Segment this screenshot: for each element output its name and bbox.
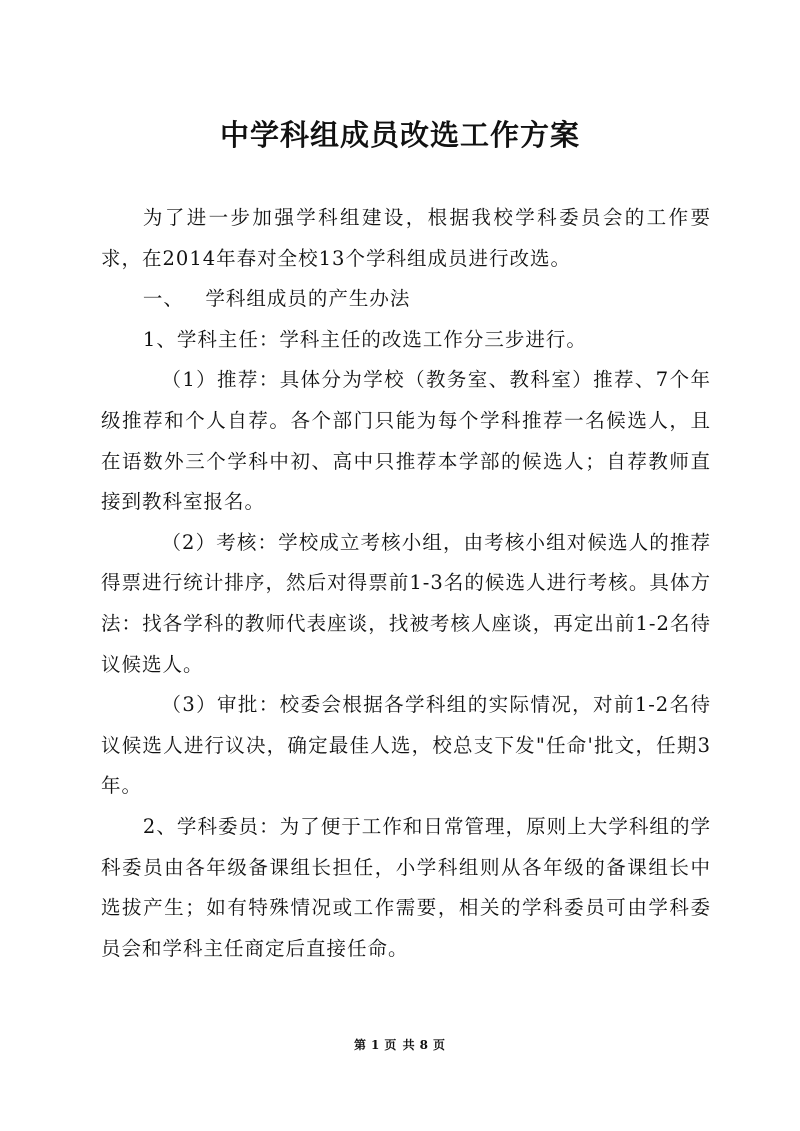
page-footer <box>0 1036 800 1053</box>
item-1-2-paragraph: （2）考核：学校成立考核小组，由考核小组对候选人的推荐得票进行统计排序，然后对得票前1-3名的候选人进行考核。具体方法：找各学科的教师代表座谈，找被考核人座谈，再定出前1-2名待议候选人。 <box>101 530 711 676</box>
item-2-paragraph: 2、学科委员：为了便于工作和日常管理，原则上大学科组的学科委员由各年级备课组长担任，小学科组则从各年级的备课组长中选拔产生；如有特殊情况或工作需要，相关的学科委员可由学科委员会和学科主任商定后直接任命。 <box>101 814 711 960</box>
section-title: 学科组成员的产生办法 <box>205 287 411 311</box>
footer-prefix: 第 <box>354 1038 368 1052</box>
item-1-3-paragraph: （3）审批：校委会根据各学科组的实际情况，对前1-2名待议候选人进行议决，确定最佳人选，校总支下发"任命'批文，任期3年。 <box>101 693 711 798</box>
section-number: 一、 <box>142 287 184 311</box>
item-1-1-paragraph: （1）推荐：具体分为学校（教务室、教科室）推荐、7个年级推荐和个人自荐。各个部门只能为每个学科推荐一名候选人，且在语数外三个学科中初、高中只推荐本学部的候选人；自荐教师直接到教科室报名。 <box>101 368 711 514</box>
document-title: 中学科组成员改选工作方案 <box>219 118 580 152</box>
section-heading <box>101 279 711 320</box>
footer-current-page: 1 <box>371 1038 381 1052</box>
footer-mid: 页 共 <box>384 1038 416 1052</box>
intro-paragraph: 为了进一步加强学科组建设，根据我校学科委员会的工作要求，在2014年春对全校13个学科组成员进行改选。 <box>101 206 711 270</box>
item-1-paragraph: 1、学科主任：学科主任的改选工作分三步进行。 <box>142 327 587 351</box>
document-body <box>101 198 711 969</box>
footer-total-pages: 8 <box>419 1038 429 1052</box>
footer-suffix: 页 <box>432 1038 446 1052</box>
